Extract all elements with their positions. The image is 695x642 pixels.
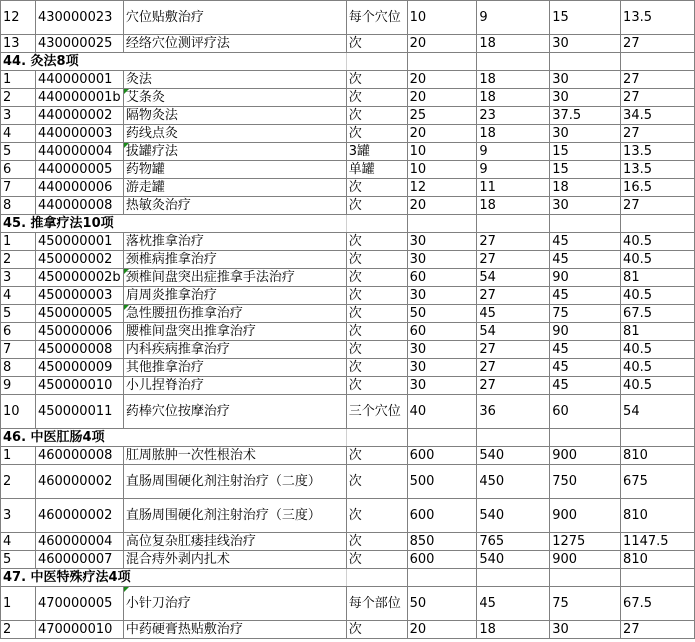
empty-cell[interactable] (477, 53, 550, 71)
table-row (1, 447, 695, 465)
table-row (1, 143, 695, 161)
price-level-1-cell[interactable]: 20 (407, 89, 477, 107)
item-name-cell[interactable]: 内科疾病推拿治疗 (123, 341, 346, 359)
row-index-cell[interactable]: 5 (1, 305, 36, 323)
price-level-4-cell[interactable]: 40.5 (621, 377, 695, 395)
empty-cell[interactable] (621, 429, 695, 447)
section-title[interactable]: 47. 中医特殊疗法4项 (1, 569, 347, 587)
price-level-2-cell[interactable]: 540 (477, 447, 550, 465)
item-code-cell[interactable]: 460000007 (35, 551, 123, 569)
price-level-4-cell[interactable]: 810 (621, 499, 695, 533)
row-index-cell[interactable]: 3 (1, 107, 36, 125)
row-index-cell[interactable]: 7 (1, 179, 36, 197)
price-level-3-cell[interactable]: 30 (550, 197, 621, 215)
price-level-1-cell[interactable]: 20 (407, 197, 477, 215)
unit-cell[interactable]: 次 (346, 447, 407, 465)
unit-cell[interactable]: 次 (346, 269, 407, 287)
item-name-cell[interactable]: 急性腰扭伤推拿治疗 (123, 305, 346, 323)
price-level-3-cell[interactable]: 1275 (550, 533, 621, 551)
empty-cell[interactable] (550, 569, 621, 587)
item-name-cell[interactable]: 小针刀治疗 (123, 587, 346, 621)
price-level-2-cell[interactable]: 27 (477, 341, 550, 359)
table-row (1, 125, 695, 143)
unit-cell[interactable]: 次 (346, 551, 407, 569)
price-level-4-cell[interactable]: 67.5 (621, 587, 695, 621)
row-index-cell[interactable]: 12 (1, 1, 36, 35)
unit-cell[interactable]: 次 (346, 305, 407, 323)
unit-cell[interactable]: 次 (346, 499, 407, 533)
unit-cell[interactable]: 次 (346, 197, 407, 215)
item-name-cell[interactable]: 游走罐 (123, 179, 346, 197)
price-level-3-cell[interactable]: 30 (550, 35, 621, 53)
unit-cell[interactable]: 三个穴位 (346, 395, 407, 429)
price-level-2-cell[interactable]: 765 (477, 533, 550, 551)
item-code-cell[interactable]: 450000002b (35, 269, 123, 287)
price-level-1-cell[interactable]: 600 (407, 499, 477, 533)
unit-cell[interactable]: 次 (346, 323, 407, 341)
price-level-1-cell[interactable]: 12 (407, 179, 477, 197)
price-level-1-cell[interactable]: 600 (407, 447, 477, 465)
unit-cell[interactable]: 次 (346, 35, 407, 53)
table-row (1, 533, 695, 551)
price-level-1-cell[interactable]: 20 (407, 125, 477, 143)
price-level-4-cell[interactable]: 27 (621, 197, 695, 215)
empty-cell[interactable] (346, 429, 407, 447)
table-row (1, 269, 695, 287)
item-name-cell[interactable]: 经络穴位测评疗法 (123, 35, 346, 53)
table-row (1, 587, 695, 621)
item-code-cell[interactable]: 440000005 (35, 161, 123, 179)
item-name-cell[interactable]: 高位复杂肛瘘挂线治疗 (123, 533, 346, 551)
price-level-4-cell[interactable]: 40.5 (621, 341, 695, 359)
section-header-row (1, 53, 695, 71)
spreadsheet-body (1, 1, 695, 639)
section-title[interactable]: 46. 中医肛肠4项 (1, 429, 347, 447)
empty-cell[interactable] (346, 569, 407, 587)
price-level-4-cell[interactable]: 40.5 (621, 359, 695, 377)
unit-cell[interactable]: 次 (346, 287, 407, 305)
section-title[interactable]: 44. 灸法8项 (1, 53, 347, 71)
price-level-2-cell[interactable]: 27 (477, 233, 550, 251)
empty-cell[interactable] (407, 569, 477, 587)
price-level-2-cell[interactable]: 9 (477, 1, 550, 35)
row-index-cell[interactable]: 10 (1, 395, 36, 429)
price-level-4-cell[interactable]: 27 (621, 35, 695, 53)
unit-cell[interactable]: 次 (346, 71, 407, 89)
row-index-cell[interactable]: 1 (1, 587, 36, 621)
price-level-4-cell[interactable]: 34.5 (621, 107, 695, 125)
unit-cell[interactable]: 次 (346, 533, 407, 551)
price-level-3-cell[interactable]: 45 (550, 341, 621, 359)
price-level-3-cell[interactable]: 15 (550, 161, 621, 179)
item-code-cell[interactable]: 450000009 (35, 359, 123, 377)
price-level-4-cell[interactable]: 81 (621, 269, 695, 287)
price-level-1-cell[interactable]: 30 (407, 251, 477, 269)
unit-cell[interactable]: 次 (346, 359, 407, 377)
empty-cell[interactable] (407, 215, 477, 233)
price-level-1-cell[interactable]: 30 (407, 341, 477, 359)
price-level-4-cell[interactable]: 1147.5 (621, 533, 695, 551)
item-name-cell[interactable]: 穴位贴敷治疗 (123, 1, 346, 35)
price-level-3-cell[interactable]: 30 (550, 89, 621, 107)
unit-cell[interactable]: 每个穴位 (346, 1, 407, 35)
section-title[interactable]: 45. 推拿疗法10项 (1, 215, 347, 233)
price-level-3-cell[interactable]: 30 (550, 621, 621, 639)
empty-cell[interactable] (477, 569, 550, 587)
price-level-4-cell[interactable]: 810 (621, 551, 695, 569)
row-index-cell[interactable]: 2 (1, 621, 36, 639)
row-index-cell[interactable]: 4 (1, 287, 36, 305)
item-name-cell[interactable]: 热敏灸治疗 (123, 197, 346, 215)
item-name-cell[interactable]: 隔物灸法 (123, 107, 346, 125)
price-level-1-cell[interactable]: 30 (407, 377, 477, 395)
item-code-cell[interactable]: 450000011 (35, 395, 123, 429)
price-level-1-cell[interactable]: 50 (407, 587, 477, 621)
price-level-2-cell[interactable]: 54 (477, 269, 550, 287)
price-level-2-cell[interactable]: 18 (477, 89, 550, 107)
item-name-cell[interactable]: 肛周脓肿一次性根治术 (123, 447, 346, 465)
price-level-2-cell[interactable]: 36 (477, 395, 550, 429)
item-code-cell[interactable]: 460000002 (35, 499, 123, 533)
table-row (1, 499, 695, 533)
row-index-cell[interactable]: 2 (1, 465, 36, 499)
price-level-4-cell[interactable]: 675 (621, 465, 695, 499)
item-code-cell[interactable]: 450000005 (35, 305, 123, 323)
price-level-2-cell[interactable]: 27 (477, 359, 550, 377)
price-level-3-cell[interactable]: 60 (550, 395, 621, 429)
unit-cell[interactable]: 次 (346, 251, 407, 269)
row-index-cell[interactable]: 2 (1, 89, 36, 107)
item-name-cell[interactable]: 小儿捏脊治疗 (123, 377, 346, 395)
row-index-cell[interactable]: 6 (1, 323, 36, 341)
price-level-2-cell[interactable]: 54 (477, 323, 550, 341)
table-row (1, 71, 695, 89)
item-code-cell[interactable]: 440000008 (35, 197, 123, 215)
item-code-cell[interactable]: 450000002 (35, 251, 123, 269)
row-index-cell[interactable]: 8 (1, 197, 36, 215)
price-level-2-cell[interactable]: 45 (477, 305, 550, 323)
item-code-cell[interactable]: 430000023 (35, 1, 123, 35)
item-code-cell[interactable]: 470000005 (35, 587, 123, 621)
unit-cell[interactable]: 次 (346, 465, 407, 499)
price-level-4-cell[interactable]: 54 (621, 395, 695, 429)
row-index-cell[interactable]: 4 (1, 125, 36, 143)
price-level-2-cell[interactable]: 27 (477, 251, 550, 269)
table-row (1, 377, 695, 395)
price-level-2-cell[interactable]: 18 (477, 35, 550, 53)
price-level-3-cell[interactable]: 45 (550, 251, 621, 269)
price-level-2-cell[interactable]: 23 (477, 107, 550, 125)
empty-cell[interactable] (550, 53, 621, 71)
table-row (1, 323, 695, 341)
unit-cell[interactable]: 次 (346, 341, 407, 359)
empty-cell[interactable] (346, 215, 407, 233)
row-index-cell[interactable]: 7 (1, 341, 36, 359)
item-name-cell[interactable]: 药线点灸 (123, 125, 346, 143)
empty-cell[interactable] (550, 429, 621, 447)
price-level-1-cell[interactable]: 20 (407, 71, 477, 89)
table-row (1, 251, 695, 269)
price-level-2-cell[interactable]: 450 (477, 465, 550, 499)
price-level-3-cell[interactable]: 45 (550, 233, 621, 251)
item-name-cell[interactable]: 混合痔外剥内扎术 (123, 551, 346, 569)
price-level-1-cell[interactable]: 25 (407, 107, 477, 125)
empty-cell[interactable] (346, 53, 407, 71)
item-name-cell[interactable]: 灸法 (123, 71, 346, 89)
unit-cell[interactable]: 次 (346, 233, 407, 251)
row-index-cell[interactable]: 2 (1, 251, 36, 269)
price-level-3-cell[interactable]: 900 (550, 447, 621, 465)
price-level-3-cell[interactable]: 45 (550, 287, 621, 305)
price-level-3-cell[interactable]: 75 (550, 305, 621, 323)
empty-cell[interactable] (477, 429, 550, 447)
table-row (1, 161, 695, 179)
item-code-cell[interactable]: 440000001b (35, 89, 123, 107)
price-level-1-cell[interactable]: 10 (407, 161, 477, 179)
item-code-cell[interactable]: 440000002 (35, 107, 123, 125)
item-name-cell[interactable]: 肩周炎推拿治疗 (123, 287, 346, 305)
price-level-3-cell[interactable]: 15 (550, 1, 621, 35)
row-index-cell[interactable]: 13 (1, 35, 36, 53)
item-name-cell[interactable]: 艾条灸 (123, 89, 346, 107)
price-level-1-cell[interactable]: 10 (407, 1, 477, 35)
empty-cell[interactable] (477, 215, 550, 233)
price-level-2-cell[interactable]: 27 (477, 377, 550, 395)
table-row (1, 1, 695, 35)
row-index-cell[interactable]: 1 (1, 233, 36, 251)
item-name-cell[interactable]: 颈椎间盘突出症推拿手法治疗 (123, 269, 346, 287)
price-level-2-cell[interactable]: 18 (477, 197, 550, 215)
table-row (1, 359, 695, 377)
price-level-4-cell[interactable]: 27 (621, 125, 695, 143)
price-level-1-cell[interactable]: 20 (407, 621, 477, 639)
price-level-2-cell[interactable]: 27 (477, 287, 550, 305)
unit-cell[interactable]: 次 (346, 125, 407, 143)
price-level-1-cell[interactable]: 20 (407, 35, 477, 53)
table-row (1, 197, 695, 215)
item-code-cell[interactable]: 470000010 (35, 621, 123, 639)
price-level-2-cell[interactable]: 45 (477, 587, 550, 621)
price-level-4-cell[interactable]: 27 (621, 71, 695, 89)
table-row (1, 621, 695, 639)
unit-cell[interactable]: 次 (346, 621, 407, 639)
price-level-4-cell[interactable]: 27 (621, 89, 695, 107)
item-code-cell[interactable]: 450000003 (35, 287, 123, 305)
price-level-1-cell[interactable]: 850 (407, 533, 477, 551)
item-name-cell[interactable]: 拔罐疗法 (123, 143, 346, 161)
row-index-cell[interactable]: 3 (1, 269, 36, 287)
table-row (1, 305, 695, 323)
price-level-3-cell[interactable]: 30 (550, 125, 621, 143)
unit-cell[interactable]: 次 (346, 89, 407, 107)
price-level-1-cell[interactable]: 60 (407, 323, 477, 341)
price-level-2-cell[interactable]: 18 (477, 125, 550, 143)
item-name-cell[interactable]: 腰椎间盘突出推拿治疗 (123, 323, 346, 341)
price-level-4-cell[interactable]: 81 (621, 323, 695, 341)
item-name-cell[interactable]: 中药硬膏热贴敷治疗 (123, 621, 346, 639)
price-level-3-cell[interactable]: 37.5 (550, 107, 621, 125)
empty-cell[interactable] (550, 215, 621, 233)
table-row (1, 395, 695, 429)
empty-cell[interactable] (621, 569, 695, 587)
table-row (1, 89, 695, 107)
price-level-4-cell[interactable]: 40.5 (621, 251, 695, 269)
item-name-cell[interactable]: 落枕推拿治疗 (123, 233, 346, 251)
row-index-cell[interactable]: 1 (1, 71, 36, 89)
price-level-4-cell[interactable]: 13.5 (621, 161, 695, 179)
price-level-2-cell[interactable]: 9 (477, 143, 550, 161)
price-level-4-cell[interactable]: 40.5 (621, 287, 695, 305)
price-level-1-cell[interactable]: 500 (407, 465, 477, 499)
table-row (1, 287, 695, 305)
price-level-2-cell[interactable]: 9 (477, 161, 550, 179)
price-level-2-cell[interactable]: 11 (477, 179, 550, 197)
unit-cell[interactable]: 每个部位 (346, 587, 407, 621)
price-level-4-cell[interactable]: 40.5 (621, 233, 695, 251)
price-level-3-cell[interactable]: 45 (550, 377, 621, 395)
item-code-cell[interactable]: 450000010 (35, 377, 123, 395)
item-code-cell[interactable]: 450000008 (35, 341, 123, 359)
price-level-3-cell[interactable]: 75 (550, 587, 621, 621)
empty-cell[interactable] (621, 215, 695, 233)
item-code-cell[interactable]: 450000001 (35, 233, 123, 251)
price-level-1-cell[interactable]: 40 (407, 395, 477, 429)
item-name-cell[interactable]: 药棒穴位按摩治疗 (123, 395, 346, 429)
table-row (1, 341, 695, 359)
item-code-cell[interactable]: 460000004 (35, 533, 123, 551)
unit-cell[interactable]: 次 (346, 107, 407, 125)
item-code-cell[interactable]: 440000001 (35, 71, 123, 89)
empty-cell[interactable] (407, 429, 477, 447)
item-code-cell[interactable]: 440000003 (35, 125, 123, 143)
item-code-cell[interactable]: 460000002 (35, 465, 123, 499)
price-level-4-cell[interactable]: 13.5 (621, 1, 695, 35)
price-level-1-cell[interactable]: 50 (407, 305, 477, 323)
price-level-4-cell[interactable]: 13.5 (621, 143, 695, 161)
item-name-cell[interactable]: 其他推拿治疗 (123, 359, 346, 377)
item-code-cell[interactable]: 440000006 (35, 179, 123, 197)
unit-cell[interactable]: 次 (346, 179, 407, 197)
table-row (1, 35, 695, 53)
price-level-3-cell[interactable]: 45 (550, 359, 621, 377)
row-index-cell[interactable]: 1 (1, 447, 36, 465)
price-level-1-cell[interactable]: 30 (407, 359, 477, 377)
price-level-4-cell[interactable]: 810 (621, 447, 695, 465)
price-level-2-cell[interactable]: 18 (477, 621, 550, 639)
price-level-4-cell[interactable]: 67.5 (621, 305, 695, 323)
item-code-cell[interactable]: 440000004 (35, 143, 123, 161)
unit-cell[interactable]: 单罐 (346, 161, 407, 179)
price-level-4-cell[interactable]: 27 (621, 621, 695, 639)
row-index-cell[interactable]: 8 (1, 359, 36, 377)
item-name-cell[interactable]: 颈椎病推拿治疗 (123, 251, 346, 269)
price-level-3-cell[interactable]: 900 (550, 499, 621, 533)
price-level-2-cell[interactable]: 18 (477, 71, 550, 89)
row-index-cell[interactable]: 4 (1, 533, 36, 551)
unit-cell[interactable]: 次 (346, 377, 407, 395)
row-index-cell[interactable]: 5 (1, 143, 36, 161)
empty-cell[interactable] (407, 53, 477, 71)
price-level-2-cell[interactable]: 540 (477, 499, 550, 533)
price-level-1-cell[interactable]: 60 (407, 269, 477, 287)
item-code-cell[interactable]: 430000025 (35, 35, 123, 53)
price-level-3-cell[interactable]: 18 (550, 179, 621, 197)
price-level-3-cell[interactable]: 750 (550, 465, 621, 499)
table-row (1, 179, 695, 197)
item-code-cell[interactable]: 450000006 (35, 323, 123, 341)
unit-cell[interactable]: 3罐 (346, 143, 407, 161)
section-header-row (1, 429, 695, 447)
item-name-cell[interactable]: 直肠周围硬化剂注射治疗（二度） (123, 465, 346, 499)
empty-cell[interactable] (621, 53, 695, 71)
table-row (1, 465, 695, 499)
price-level-3-cell[interactable]: 15 (550, 143, 621, 161)
price-level-2-cell[interactable]: 540 (477, 551, 550, 569)
section-header-row (1, 569, 695, 587)
item-code-cell[interactable]: 460000008 (35, 447, 123, 465)
row-index-cell[interactable]: 3 (1, 499, 36, 533)
price-level-3-cell[interactable]: 90 (550, 323, 621, 341)
price-level-1-cell[interactable]: 30 (407, 233, 477, 251)
table-row (1, 551, 695, 569)
item-name-cell[interactable]: 药物罐 (123, 161, 346, 179)
table-row (1, 233, 695, 251)
row-index-cell[interactable]: 5 (1, 551, 36, 569)
price-level-1-cell[interactable]: 600 (407, 551, 477, 569)
price-level-1-cell[interactable]: 30 (407, 287, 477, 305)
section-header-row (1, 215, 695, 233)
row-index-cell[interactable]: 6 (1, 161, 36, 179)
price-level-4-cell[interactable]: 16.5 (621, 179, 695, 197)
item-name-cell[interactable]: 直肠周围硬化剂注射治疗（三度） (123, 499, 346, 533)
price-level-3-cell[interactable]: 900 (550, 551, 621, 569)
price-level-1-cell[interactable]: 10 (407, 143, 477, 161)
table-row (1, 107, 695, 125)
row-index-cell[interactable]: 9 (1, 377, 36, 395)
price-level-3-cell[interactable]: 30 (550, 71, 621, 89)
price-level-3-cell[interactable]: 90 (550, 269, 621, 287)
